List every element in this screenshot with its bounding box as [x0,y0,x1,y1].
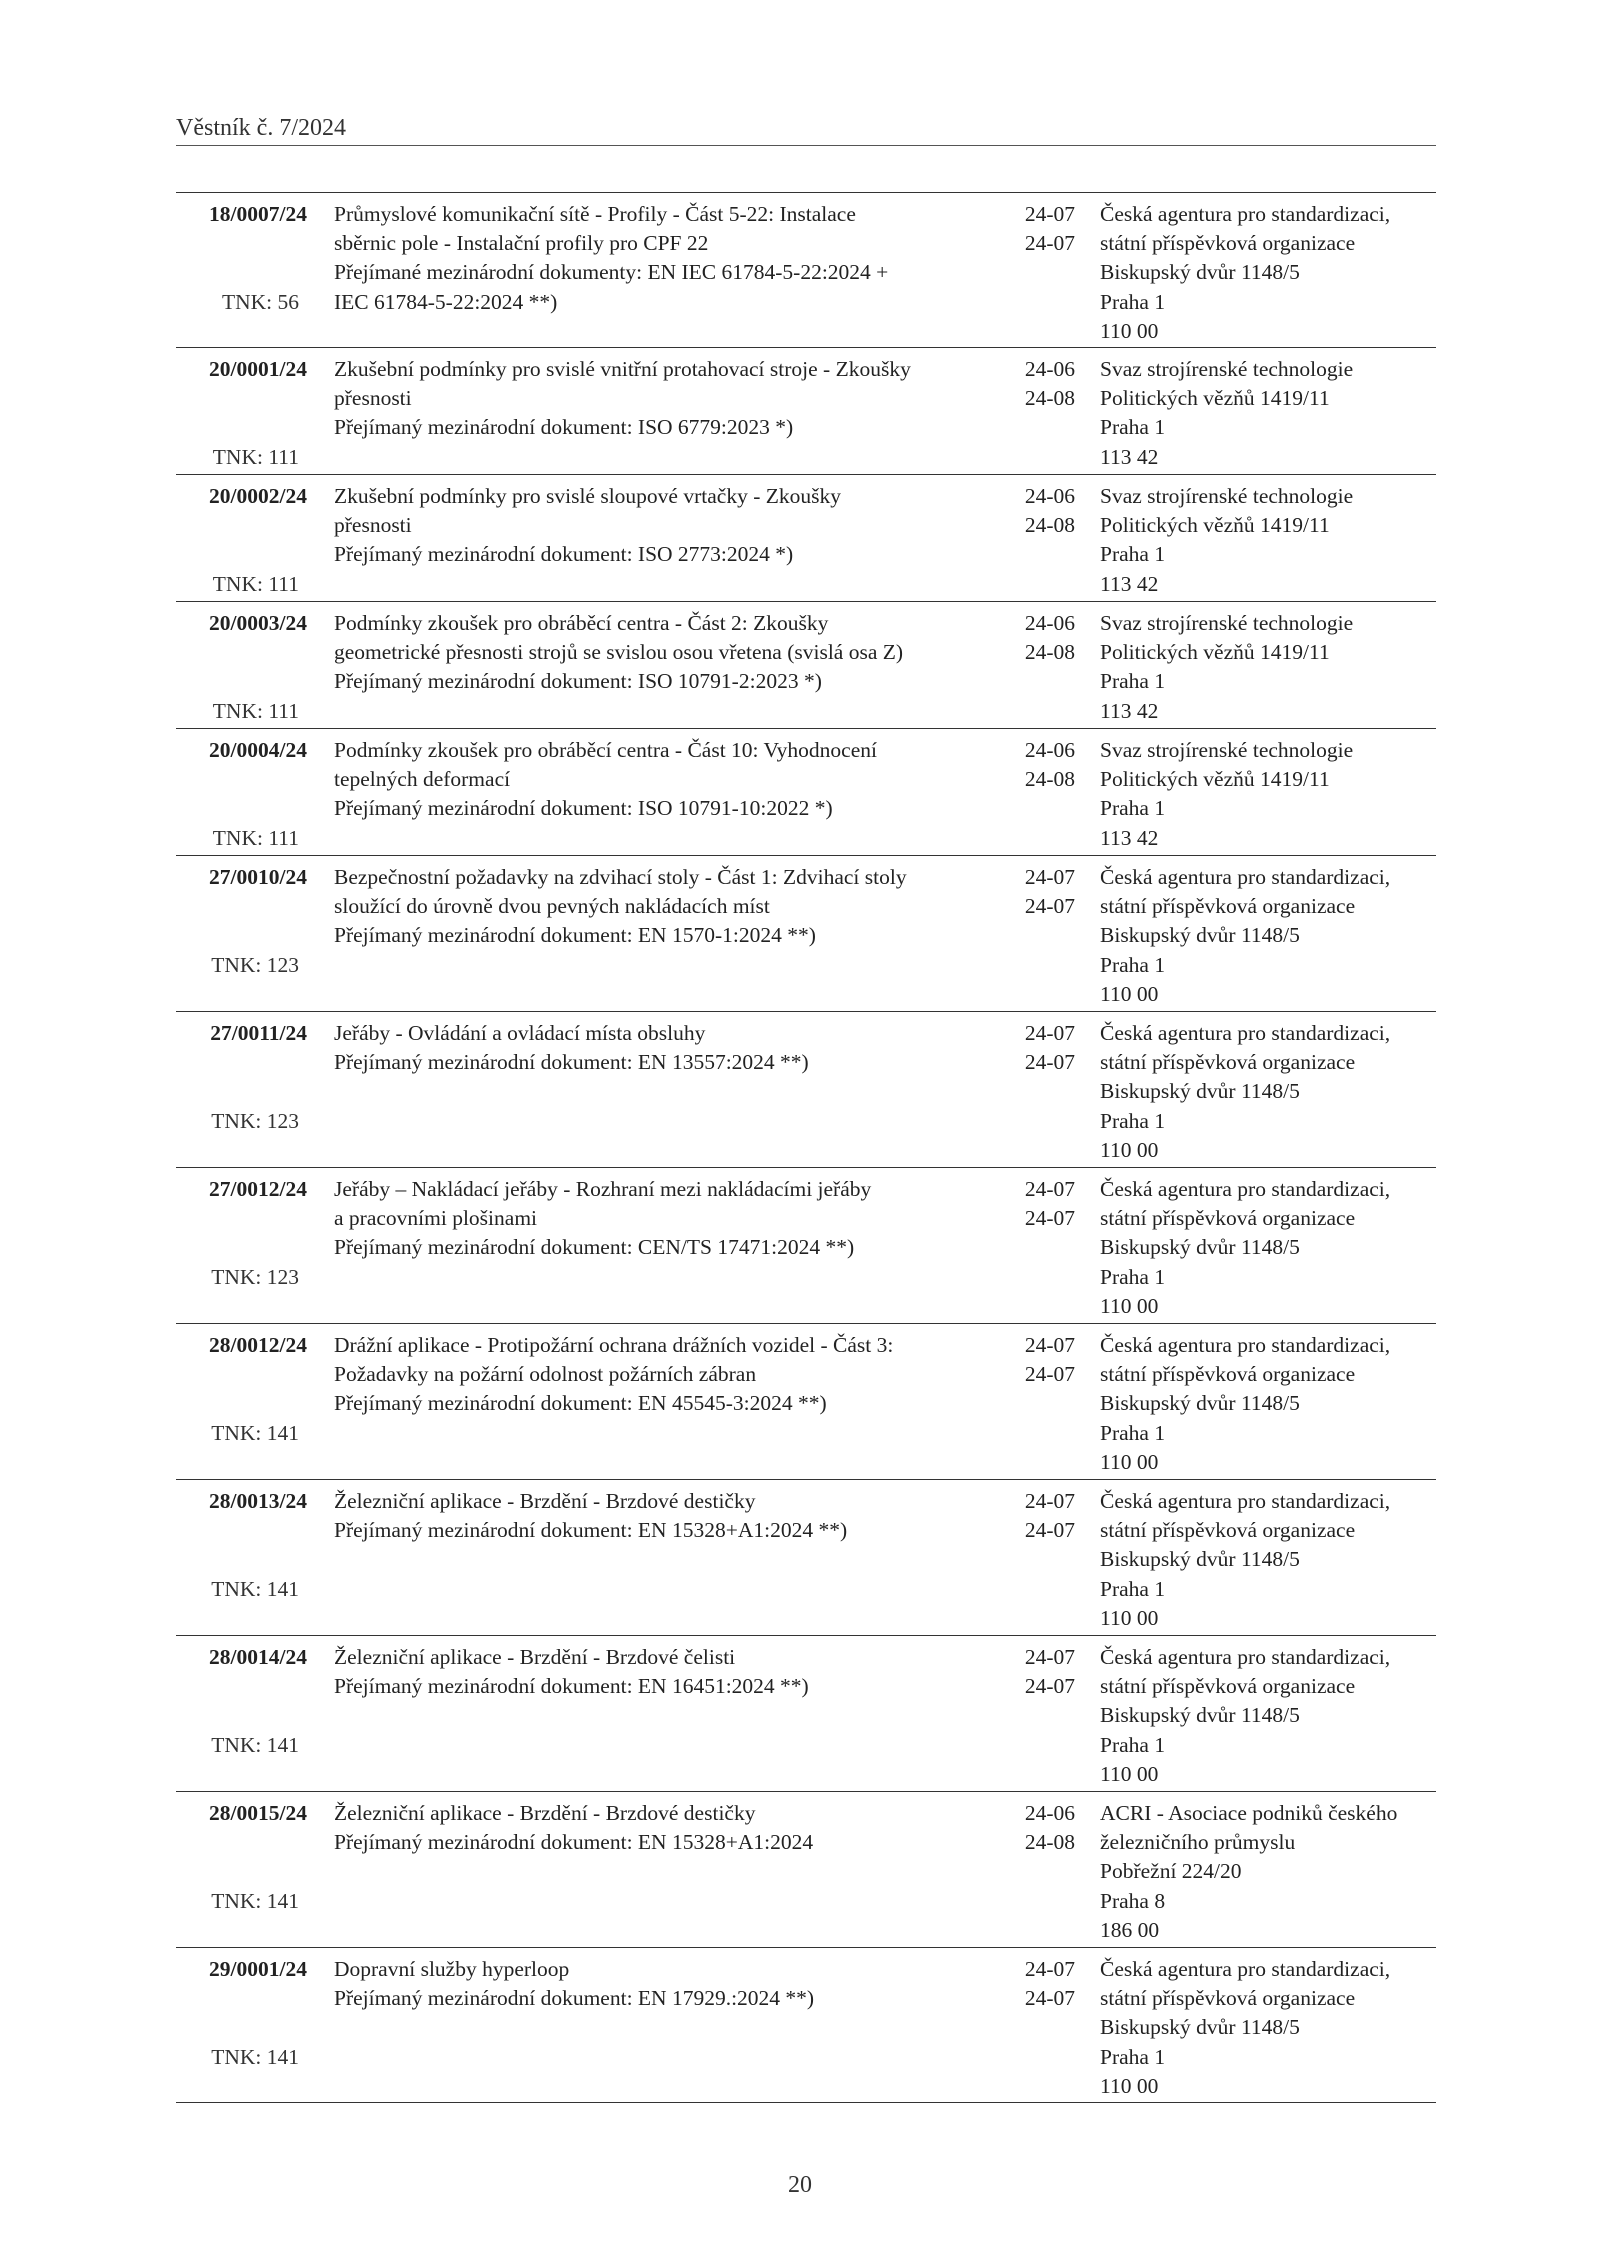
dates [1005,1643,1075,1701]
dates [1005,1175,1075,1233]
address-line: Biskupský dvůr 1148/5 [1100,1235,1300,1260]
address-line: 110 00 [1100,318,1159,343]
publisher-address [1100,1175,1446,1321]
standard-number: 20/0003/24 [209,611,307,635]
title-line: Přejímaný mezinárodní dokument: EN 15328+A1:2024 [334,1830,814,1855]
address-line: Praha 1 [1100,1264,1166,1289]
address-line: Svaz strojírenské technologie [1100,611,1354,635]
address-line: Praha 8 [1100,1888,1166,1913]
date-value: 24-07 [1024,1333,1075,1357]
publisher-address [1100,1487,1446,1633]
dates [1005,200,1075,258]
address-line: 110 00 [1100,1137,1159,1162]
title-line: Železniční aplikace - Brzdění - Brzdové destičky [334,1489,756,1513]
title-line: přesnosti [334,513,412,538]
address-line: 110 00 [1100,1761,1159,1786]
address-line: Česká agentura pro standardizaci, [1100,202,1391,226]
title-line: Přejímaný mezinárodní dokument: ISO 10791-10:2022 *) [334,796,833,821]
dates [1005,1019,1075,1077]
title-line: Železniční aplikace - Brzdění - Brzdové čelisti [334,1645,736,1669]
standard-number: 29/0001/24 [209,1957,307,1981]
table-row [176,1479,1436,1635]
title-line: IEC 61784-5-22:2024 **) [334,289,558,314]
tnk-code: TNK: 56 [221,289,299,314]
tnk-code: TNK: 111 [212,698,299,723]
publisher-address [1100,609,1446,726]
tnk-code: TNK: 123 [211,1108,299,1133]
date-value: 24-07 [1024,1957,1075,1981]
address-line: Svaz strojírenské technologie [1100,484,1354,508]
table-row [176,1791,1436,1947]
publisher-address [1100,1799,1446,1945]
address-line: Praha 1 [1100,289,1166,314]
date-value: 24-07 [1024,231,1075,256]
publisher-address [1100,200,1446,346]
publisher-address [1100,863,1446,1009]
tnk-code: TNK: 123 [211,952,299,977]
title-line: sloužící do úrovně dvou pevných nakládacích míst [334,894,770,919]
date-value: 24-06 [1024,611,1075,635]
title-line: Přejímaný mezinárodní dokument: EN 1570-1:2024 **) [334,923,816,948]
address-line: státní příspěvková organizace [1100,1674,1356,1699]
address-line: železničního průmyslu [1100,1830,1296,1855]
date-value: 24-07 [1024,1674,1075,1699]
date-value: 24-08 [1024,640,1075,665]
table-row [176,728,1436,855]
date-value: 24-07 [1024,865,1075,889]
tnk-code: TNK: 141 [211,1576,299,1601]
address-line: Praha 1 [1100,1576,1166,1601]
dates [1005,355,1075,413]
table-row [176,1167,1436,1323]
address-line: Pobřežní 224/20 [1100,1859,1242,1884]
title-line: tepelných deformací [334,767,511,792]
date-value: 24-07 [1024,1177,1075,1201]
publisher-address [1100,1955,1446,2101]
title-line: Železniční aplikace - Brzdění - Brzdové destičky [334,1801,756,1825]
title-line: Požadavky na požární odolnost požárních zábran [334,1362,757,1387]
date-value: 24-08 [1024,386,1075,411]
title-line: Přejímaný mezinárodní dokument: ISO 2773:2024 *) [334,542,794,567]
address-line: Biskupský dvůr 1148/5 [1100,923,1300,948]
date-value: 24-07 [1024,1206,1075,1231]
tnk-code: TNK: 111 [212,444,299,469]
title-line: a pracovními plošinami [334,1206,538,1231]
table-row [176,855,1436,1011]
address-line: státní příspěvková organizace [1100,894,1356,919]
title-line: Jeřáby - Ovládání a ovládací místa obsluhy [334,1021,706,1045]
address-line: státní příspěvková organizace [1100,1206,1356,1231]
title-line: Podmínky zkoušek pro obráběcí centra - Část 2: Zkoušky [334,611,829,635]
address-line: Biskupský dvůr 1148/5 [1100,1547,1300,1572]
title-line: Přejímaný mezinárodní dokument: EN 16451:2024 **) [334,1674,809,1699]
title-line: sběrnic pole - Instalační profily pro CPF 22 [334,231,709,256]
address-line: státní příspěvková organizace [1100,1050,1356,1075]
tnk-code: TNK: 141 [211,1732,299,1757]
title-line: Přejímaný mezinárodní dokument: ISO 6779:2023 *) [334,415,794,440]
date-value: 24-08 [1024,513,1075,538]
address-line: Česká agentura pro standardizaci, [1100,1177,1391,1201]
standard-number: 28/0015/24 [209,1801,307,1825]
title-line: Drážní aplikace - Protipožární ochrana drážních vozidel - Část 3: [334,1333,894,1357]
tnk-code: TNK: 111 [212,825,299,850]
dates [1005,482,1075,540]
title-line: Zkušební podmínky pro svislé vnitřní protahovací stroje - Zkoušky [334,357,911,381]
title-line: přesnosti [334,386,412,411]
title-line: Přejímaný mezinárodní dokument: EN 17929.:2024 **) [334,1986,815,2011]
date-value: 24-08 [1024,767,1075,792]
table-row [176,1947,1436,2103]
publisher-address [1100,1331,1446,1477]
address-line: Česká agentura pro standardizaci, [1100,865,1391,889]
address-line: státní příspěvková organizace [1100,1518,1356,1543]
date-value: 24-06 [1024,357,1075,381]
address-line: 186 00 [1100,1917,1160,1942]
publisher-address [1100,1019,1446,1165]
standard-number: 27/0011/24 [210,1021,307,1045]
dates [1005,609,1075,667]
dates [1005,1331,1075,1389]
address-line: Politických vězňů 1419/11 [1100,513,1330,538]
dates [1005,1487,1075,1545]
tnk-code: TNK: 111 [212,571,299,596]
title-line: Přejímané mezinárodní dokumenty: EN IEC 61784-5-22:2024 + [334,260,889,285]
standard-number: 20/0002/24 [209,484,307,508]
dates [1005,1799,1075,1857]
standard-number: 27/0012/24 [209,1177,307,1201]
title-line: Jeřáby – Nakládací jeřáby - Rozhraní mezi nakládacími jeřáby [334,1177,872,1201]
tnk-code: TNK: 123 [211,1264,299,1289]
date-value: 24-07 [1024,1645,1075,1669]
title-line: geometrické přesnosti strojů se svislou osou vřetena (svislá osa Z) [334,640,904,665]
address-line: Česká agentura pro standardizaci, [1100,1021,1391,1045]
dates [1005,736,1075,794]
address-line: Biskupský dvůr 1148/5 [1100,1703,1300,1728]
address-line: Svaz strojírenské technologie [1100,357,1354,381]
table-row [176,1011,1436,1167]
date-value: 24-07 [1024,1050,1075,1075]
standard-number: 28/0012/24 [209,1333,307,1357]
address-line: 113 42 [1100,571,1159,596]
address-line: státní příspěvková organizace [1100,231,1356,256]
address-line: Česká agentura pro standardizaci, [1100,1333,1391,1357]
date-value: 24-06 [1024,1801,1075,1825]
table-row [176,601,1436,728]
title-line: Dopravní služby hyperloop [334,1957,570,1981]
address-line: Praha 1 [1100,542,1166,567]
address-line: státní příspěvková organizace [1100,1362,1356,1387]
address-line: 113 42 [1100,825,1159,850]
publisher-address [1100,355,1446,472]
entries-table [176,192,1436,2103]
address-line: Politických vězňů 1419/11 [1100,767,1330,792]
address-line: Praha 1 [1100,2044,1166,2069]
tnk-code: TNK: 141 [211,1420,299,1445]
title-line: Zkušební podmínky pro svislé sloupové vrtačky - Zkoušky [334,484,841,508]
title-line: Průmyslové komunikační sítě - Profily - Část 5-22: Instalace [334,202,856,226]
address-line: 110 00 [1100,1293,1159,1318]
title-line: Podmínky zkoušek pro obráběcí centra - Část 10: Vyhodnocení [334,738,877,762]
dates [1005,1955,1075,2013]
publisher-address [1100,482,1446,599]
standard-number: 20/0004/24 [209,738,307,762]
address-line: Biskupský dvůr 1148/5 [1100,2015,1300,2040]
address-line: Biskupský dvůr 1148/5 [1100,1391,1300,1416]
date-value: 24-07 [1024,1489,1075,1513]
address-line: Politických vězňů 1419/11 [1100,640,1330,665]
address-line: Praha 1 [1100,1732,1166,1757]
title-line: Přejímaný mezinárodní dokument: EN 15328+A1:2024 **) [334,1518,848,1543]
address-line: státní příspěvková organizace [1100,1986,1356,2011]
address-line: Česká agentura pro standardizaci, [1100,1645,1391,1669]
table-row [176,1323,1436,1479]
address-line: Praha 1 [1100,1108,1166,1133]
address-line: Česká agentura pro standardizaci, [1100,1489,1391,1513]
date-value: 24-07 [1024,202,1075,226]
header-rule [176,145,1436,146]
title-line: Přejímaný mezinárodní dokument: EN 13557:2024 **) [334,1050,809,1075]
address-line: Česká agentura pro standardizaci, [1100,1957,1391,1981]
address-line: Praha 1 [1100,952,1166,977]
date-value: 24-07 [1024,894,1075,919]
table-row [176,474,1436,601]
address-line: Politických vězňů 1419/11 [1100,386,1330,411]
date-value: 24-08 [1024,1830,1075,1855]
date-value: 24-07 [1024,1021,1075,1045]
date-value: 24-07 [1024,1518,1075,1543]
standard-number: 28/0013/24 [209,1489,307,1513]
address-line: Biskupský dvůr 1148/5 [1100,260,1300,285]
address-line: 113 42 [1100,698,1159,723]
date-value: 24-06 [1024,484,1075,508]
table-row [176,347,1436,474]
publisher-address [1100,1643,1446,1789]
standard-number: 20/0001/24 [209,357,307,381]
standard-number: 18/0007/24 [209,202,307,226]
title-line: Přejímaný mezinárodní dokument: ISO 10791-2:2023 *) [334,669,822,694]
date-value: 24-07 [1024,1362,1075,1387]
title-line: Přejímaný mezinárodní dokument: EN 45545-3:2024 **) [334,1391,827,1416]
address-line: 110 00 [1100,1605,1159,1630]
address-line: Svaz strojírenské technologie [1100,738,1354,762]
address-line: Praha 1 [1100,669,1166,694]
address-line: 110 00 [1100,2073,1159,2098]
address-line: Praha 1 [1100,796,1166,821]
address-line: 110 00 [1100,981,1159,1006]
tnk-code: TNK: 141 [211,2044,299,2069]
address-line: Praha 1 [1100,415,1166,440]
date-value: 24-07 [1024,1986,1075,2011]
date-value: 24-06 [1024,738,1075,762]
table-row [176,192,1436,347]
address-line: Biskupský dvůr 1148/5 [1100,1079,1300,1104]
publisher-address [1100,736,1446,853]
address-line: 110 00 [1100,1449,1159,1474]
table-row [176,1635,1436,1791]
title-line: Bezpečnostní požadavky na zdvihací stoly - Část 1: Zdvihací stoly [334,865,907,889]
page-number: 20 [788,2172,812,2198]
tnk-code: TNK: 141 [211,1888,299,1913]
standard-number: 27/0010/24 [209,865,307,889]
dates [1005,863,1075,921]
address-line: Praha 1 [1100,1420,1166,1445]
header-title: Věstník č. 7/2024 [176,115,346,141]
title-line: Přejímaný mezinárodní dokument: CEN/TS 17471:2024 **) [334,1235,855,1260]
address-line: ACRI - Asociace podniků českého [1100,1801,1398,1825]
address-line: 113 42 [1100,444,1159,469]
standard-number: 28/0014/24 [209,1645,307,1669]
